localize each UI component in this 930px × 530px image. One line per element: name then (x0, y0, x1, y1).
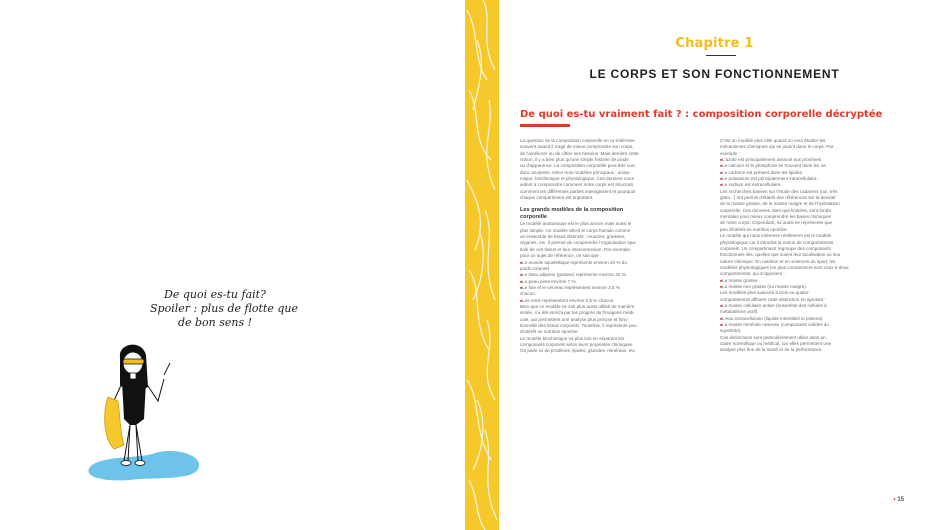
body-line: donc analysée, selon trois modèles principaux : anato- (520, 169, 631, 175)
body-line: de l'améliorer ou de cibler ses besoins. Mais derrière cette (520, 150, 639, 156)
body-line: métabolisme actif). (720, 309, 759, 315)
speech-line: de bon sens ! (177, 316, 253, 329)
subheading-line: corporelle (520, 214, 548, 221)
body-line: Les recherches basées sur l'étude des cadavres (oui, très (720, 188, 838, 194)
bullet-line: ■ Le muscle squelettique représente environ 40 % du (520, 260, 700, 266)
bullet-line: ■ La masse minérale osseuse (composants solides du (720, 322, 900, 328)
speech-line: Spoiler : plus de flotte que (150, 302, 298, 315)
body-line: composants corporels selon leurs propriétés chimiques. (520, 341, 634, 347)
bullet-line: ■ Le foie et le cerveau représentent environ 2,5 % (520, 285, 700, 291)
bullet-line: ■ Le calcium et le phosphore se trouvent dans les os. (720, 163, 900, 169)
body-line: pour un sujet de référence, on sait que : (520, 253, 602, 259)
text-column-left (520, 138, 700, 355)
body-line: mique, biochimique et physiologique. Ces derniers nous (520, 176, 634, 182)
body-line: compartiments affinent cette distinction en ajoutant : (720, 296, 826, 302)
bullet-line: ■ Le carbone est présent dans les lipides. (720, 170, 900, 176)
body-line: On parle ici de protéines, lipides, glucides, minéraux, etc. (520, 348, 637, 354)
body-line: analyse plus fine de la santé et de la performance. (720, 347, 823, 353)
cartoon-character-with-towel-icon (80, 335, 210, 485)
bullet-line: ■ Le sodium est extracellulaire. (720, 182, 900, 188)
body-line: exemple : (720, 150, 740, 156)
body-line: nature chimique. En nutrition et en sciences du sport, les (720, 258, 836, 264)
bullet-line: ■ Le potassium est principalement intracellulaire. (720, 176, 900, 182)
bullet-line: ■ L'azote est principalement associé aux protéines. (720, 157, 900, 163)
bullet-line: ■ Les reins représentent environ 0,5 % chacun. (520, 298, 700, 304)
chapter-divider (706, 55, 736, 56)
bullet-line: ■ La masse cellulaire active (ensemble des cellules à (720, 303, 900, 309)
body-line: Ces distinctions sont particulièrement utiles dans un (720, 334, 826, 340)
body-line: squelette). (720, 328, 742, 334)
body-line: ou d'apparence. La composition corporelle peut être vue, (520, 163, 636, 169)
body-line: notion, il y a bien plus qu'une simple histoire de poids (520, 157, 629, 163)
body-line: poids corporel. (520, 265, 551, 271)
body-line: corporelle. Ces données, bien que limitées, sont fonda- (720, 207, 833, 213)
body-line: plus simple. Ce modèle décrit le corps humain comme (520, 227, 631, 233)
bullet-line: ■ La masse non grasse (ou masse maigre). (720, 284, 900, 290)
water-puddle-icon (88, 451, 199, 480)
body-line: de notre corps. Cependant, lui aussi ne représente que (720, 220, 833, 226)
body-line: peu d'intérêt en nutrition sportive. (720, 226, 788, 232)
body-line: chacun. (520, 291, 537, 297)
speech-text (150, 288, 298, 330)
body-line: glam...) ont permis d'établir des références sur la densité (720, 195, 836, 201)
body-line: modèles physiologiques les plus couramment sont ceux à deux (720, 264, 849, 270)
page-number-marker: • (893, 497, 896, 503)
chapter-title: LE CORPS ET SON FONCTIONNEMENT (589, 67, 840, 81)
body-line: compartiments, qui s'opposent : (720, 271, 785, 277)
body-line: C'est un modèle plus utile quand on veut étudier les (720, 138, 826, 143)
body-line: physiologique car il introduit la notion de compartiments (720, 239, 834, 245)
body-line: corporels. Un compartiment regroupe des composants (720, 245, 831, 251)
text-column-right (720, 138, 900, 354)
bullet-line: ■ La masse grasse. (720, 278, 900, 284)
body-line: Bien que ce modèle ne soit plus aussi utilisé de manière (520, 303, 635, 309)
body-line: chaque compartiment est important. (520, 195, 594, 201)
body-line: Le modèle qui nous intéresse réellement est le modèle (720, 233, 832, 239)
bullet-line: ■ Le tissu adipeux (graisse) représente environ 20 %. (520, 272, 700, 278)
speech-line: De quoi es-tu fait? (164, 288, 266, 301)
body-line: cale, qui permettent une analyse plus précise et fonc- (520, 316, 629, 322)
body-line: de la masse grasse, de la masse maigre et de l'hydratation (720, 201, 840, 207)
section-heading: De quoi es-tu vraiment fait ? : composition corporelle décryptée (520, 109, 883, 120)
body-line: tiale de ces tissus et leur interconnexion. Par exemple, (520, 246, 632, 252)
body-line: mécanismes chimiques qui se jouent dans le corps. Par (720, 144, 834, 150)
body-line: Les modèles plus avancés à trois ou quatre (720, 290, 809, 296)
body-line: Le modèle biochimique va plus loin en séparant les (520, 335, 625, 341)
chapter-label: Chapitre 1 (675, 36, 754, 51)
body-line: Le modèle anatomique est le plus ancien mais aussi le (520, 221, 632, 227)
right-page (499, 0, 930, 530)
gutter-yellow-pattern-icon (465, 0, 499, 530)
body-line: tionnelle des tissus corporels. Toutefois, il représente peu (520, 322, 637, 328)
body-line: souvent quand il s'agit de mieux comprendre son corps, (520, 144, 634, 150)
body-line: La question de la composition corporelle en cy-intéresse (520, 138, 635, 143)
body-line: aident à comprendre comment notre corps est structuré, (520, 182, 635, 188)
body-line: comment les différentes parties interagissent et pourquoi (520, 188, 636, 194)
page-number-value: 15 (897, 497, 904, 503)
page-number (894, 497, 904, 503)
body-line: mentales pour mieux comprendre les bases chimiques (720, 214, 832, 220)
body-line: d'intérêt en nutrition sportive. (520, 329, 579, 335)
body-line: cadre scientifique ou médical, car elles permettent une (720, 341, 832, 346)
bullet-line: ■ La peau pèse environ 7 %. (520, 279, 700, 285)
subheading-line: Les grands modèles de la composition (520, 207, 624, 214)
section-underline (520, 124, 570, 127)
body-line: un ensemble de tissus distincts : muscles, graisses, (520, 234, 626, 240)
body-line: isolée, il a été enrichi par les progrès de l'imagerie médi- (520, 310, 635, 316)
body-line: organes, etc. Il permet de comprendre l'organisation spa- (520, 240, 637, 246)
bullet-line: ■ L'eau extracellulaire (liquide interstitiel et plasma). (720, 316, 900, 322)
body-line: fonctionnels liés, quelles que soient leur localisation ou leur (720, 252, 841, 258)
